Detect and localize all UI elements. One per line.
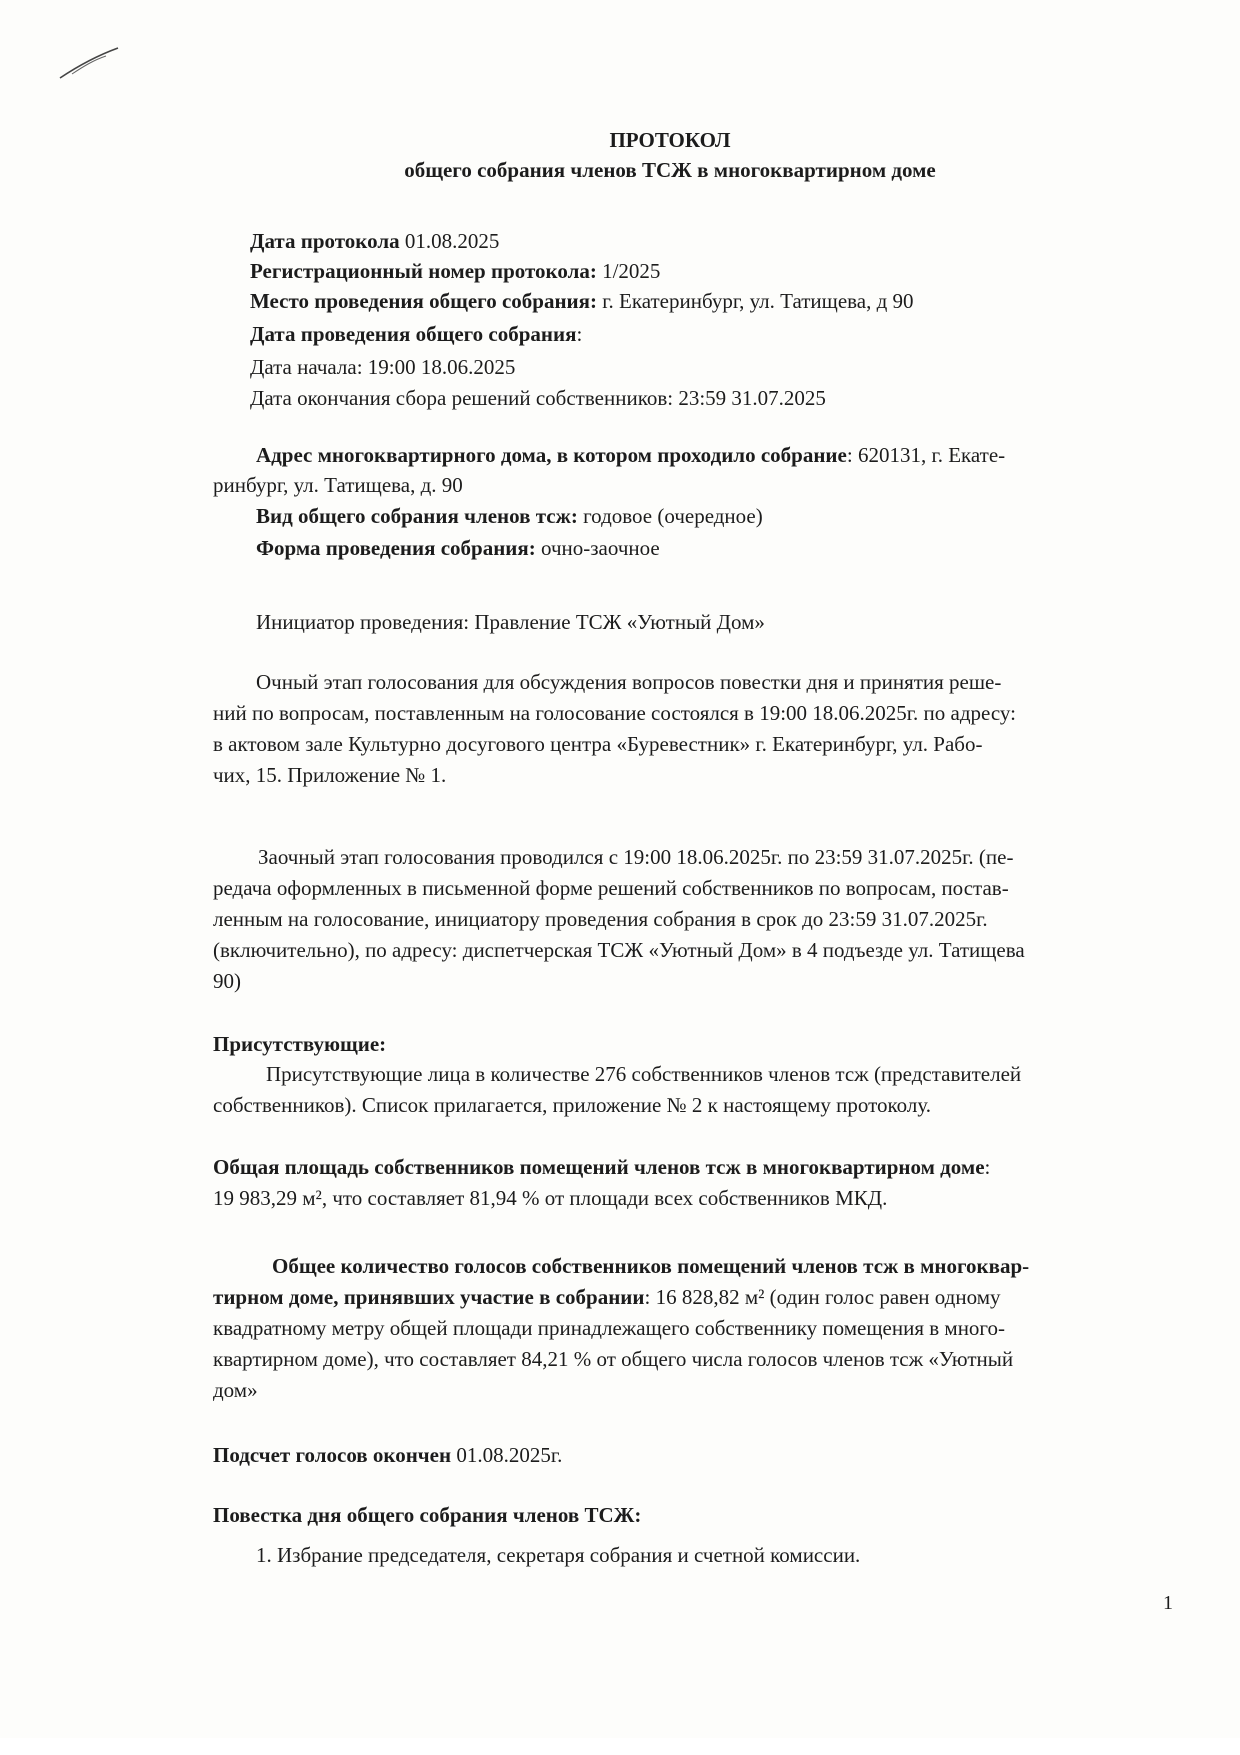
document-subtitle: общего собрания членов ТСЖ в многоквартирном доме bbox=[404, 158, 936, 182]
meeting-kind: Вид общего собрания членов тсж: годовое (очередное) bbox=[256, 504, 763, 528]
total-area-label: Общая площадь собственников помещений членов тсж в многоквартирном доме: bbox=[213, 1155, 991, 1179]
document-title: ПРОТОКОЛ bbox=[609, 128, 731, 152]
present-heading: Присутствующие: bbox=[213, 1032, 387, 1056]
meeting-place: Место проведения общего собрания: г. Екатеринбург, ул. Татищева, д 90 bbox=[250, 289, 914, 313]
votes-label: Общее количество голосов собственников помещений членов тсж в многоквар- bbox=[272, 1254, 1030, 1278]
meeting-form: Форма проведения собрания: очно-заочное bbox=[256, 536, 660, 560]
house-address-continued: ринбург, ул. Татищева, д. 90 bbox=[213, 473, 463, 497]
present-line: собственников). Список прилагается, приложение № 2 к настоящему протоколу. bbox=[213, 1093, 932, 1117]
in-person-stage-line: чих, 15. Приложение № 1. bbox=[213, 763, 447, 787]
total-area-value: 19 983,29 м², что составляет 81,94 % от площади всех собственников МКД. bbox=[213, 1186, 888, 1210]
start-date: Дата начала: 19:00 18.06.2025 bbox=[250, 355, 516, 379]
in-person-stage-line: в актовом зале Культурно досугового центра «Буревестник» г. Екатеринбург, ул. Рабо- bbox=[213, 732, 983, 756]
in-person-stage-line: Очный этап голосования для обсуждения вопросов повестки дня и принятия реше- bbox=[256, 670, 1002, 694]
votes-line: дом» bbox=[213, 1378, 258, 1402]
protocol-date: Дата протокола 01.08.2025 bbox=[250, 229, 500, 253]
present-line: Присутствующие лица в количестве 276 собственников членов тсж (представителей bbox=[266, 1062, 1022, 1086]
registration-number: Регистрационный номер протокола: 1/2025 bbox=[250, 259, 661, 283]
initiator: Инициатор проведения: Правление ТСЖ «Уютный Дом» bbox=[256, 610, 765, 634]
remote-stage-line: редача оформленных в письменной форме решений собственников по вопросам, постав- bbox=[213, 876, 1009, 900]
meeting-date-heading: Дата проведения общего собрания: bbox=[250, 322, 583, 346]
house-address: Адрес многоквартирного дома, в котором проходило собрание: 620131, г. Екате- bbox=[256, 443, 1006, 467]
agenda-item: 1. Избрание председателя, секретаря собрания и счетной комиссии. bbox=[256, 1543, 861, 1567]
agenda-heading: Повестка дня общего собрания членов ТСЖ: bbox=[213, 1503, 642, 1527]
count-finished: Подсчет голосов окончен 01.08.2025г. bbox=[213, 1443, 563, 1467]
votes-line: квадратному метру общей площади принадлежащего собственнику помещения в много- bbox=[213, 1316, 1006, 1340]
remote-stage-line: ленным на голосование, инициатору проведения собрания в срок до 23:59 31.07.2025г. bbox=[213, 907, 988, 931]
pen-mark-icon bbox=[58, 44, 128, 84]
in-person-stage-line: ний по вопросам, поставленным на голосование состоялся в 19:00 18.06.2025г. по адресу: bbox=[213, 701, 1016, 725]
remote-stage-line: 90) bbox=[213, 969, 241, 993]
remote-stage-line: Заочный этап голосования проводился с 19:00 18.06.2025г. по 23:59 31.07.2025г. (пе- bbox=[258, 845, 1014, 869]
remote-stage-line: (включительно), по адресу: диспетчерская ТСЖ «Уютный Дом» в 4 подъезде ул. Татищева bbox=[213, 938, 1025, 962]
end-date: Дата окончания сбора решений собственников: 23:59 31.07.2025 bbox=[250, 386, 826, 410]
page-number: 1 bbox=[1163, 1592, 1173, 1614]
votes-line: тирном доме, принявших участие в собрании: 16 828,82 м² (один голос равен одному bbox=[213, 1285, 1001, 1309]
votes-line: квартирном доме), что составляет 84,21 % от общего числа голосов членов тсж «Уютный bbox=[213, 1347, 1014, 1371]
